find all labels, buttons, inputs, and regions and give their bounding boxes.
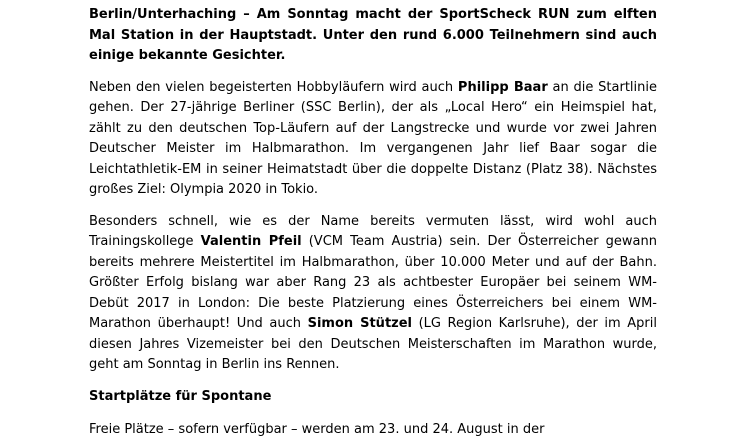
athlete-name: Valentin Pfeil (200, 234, 302, 249)
paragraph-philipp-baar (89, 78, 657, 201)
athlete-name: Philipp Baar (457, 79, 548, 95)
paragraph-text: Besonders schnell, wie es der Name bereits vermuten lässt, wird wohl auch Trainingskollege (89, 213, 657, 249)
section-heading: Startplätze für Spontane (89, 388, 272, 404)
paragraph-text: an die Startlinie gehen. Der 27-jährige Berliner (SSC Berlin), der als „Local Hero“ ein Heimspiel hat, zählt zu den deutschen Top-Läufern auf der Langstrecke und wurde vor zwei Jahren Deutscher Meister im Halbmarathon. Im vergangenen Jahr lief Baar sogar die Leichtathletik-EM in seiner Heimatstadt über die doppelte Distanz (Platz 38). Nächstes großes Ziel: Olympia 2020 in Tokio. (89, 79, 657, 197)
athlete-name: Simon Stützel (307, 316, 412, 331)
lead-paragraph: Berlin/Unterhaching – Am Sonntag macht der SportScheck RUN zum elften Mal Station in der Hauptstadt. Unter den rund 6.000 Teilnehmern sind auch einige bekannte Gesichter. (89, 7, 657, 63)
paragraph-text: Neben den vielen begeisterten Hobbyläufern wird auch (89, 79, 458, 95)
paragraph-text: (VCM Team Austria) sein. Der Österreicher gewann bereits mehrere Meistertitel im Halbmarathon, über 10.000 Meter und auf der Bahn. Größter Erfolg bislang war aber Rang 23 als achtbester Europäer bei seinem WM-Debüt 2017 in London: Die beste Platzierung eines Österreichers bei einem WM-Marathon überhaupt! Und auch (89, 234, 657, 331)
press-release-page (89, 0, 657, 441)
paragraph-valentin-pfeil (89, 212, 657, 376)
paragraph-text: (LG Region Karlsruhe), der im April diesen Jahres Vizemeister bei den Deutschen Meisterschaften im Marathon wurde, geht am Sonntag in Berlin ins Rennen. (89, 316, 657, 372)
paragraph-startplaetze: Freie Plätze – sofern verfügbar – werden am 23. und 24. August in der (89, 422, 545, 437)
